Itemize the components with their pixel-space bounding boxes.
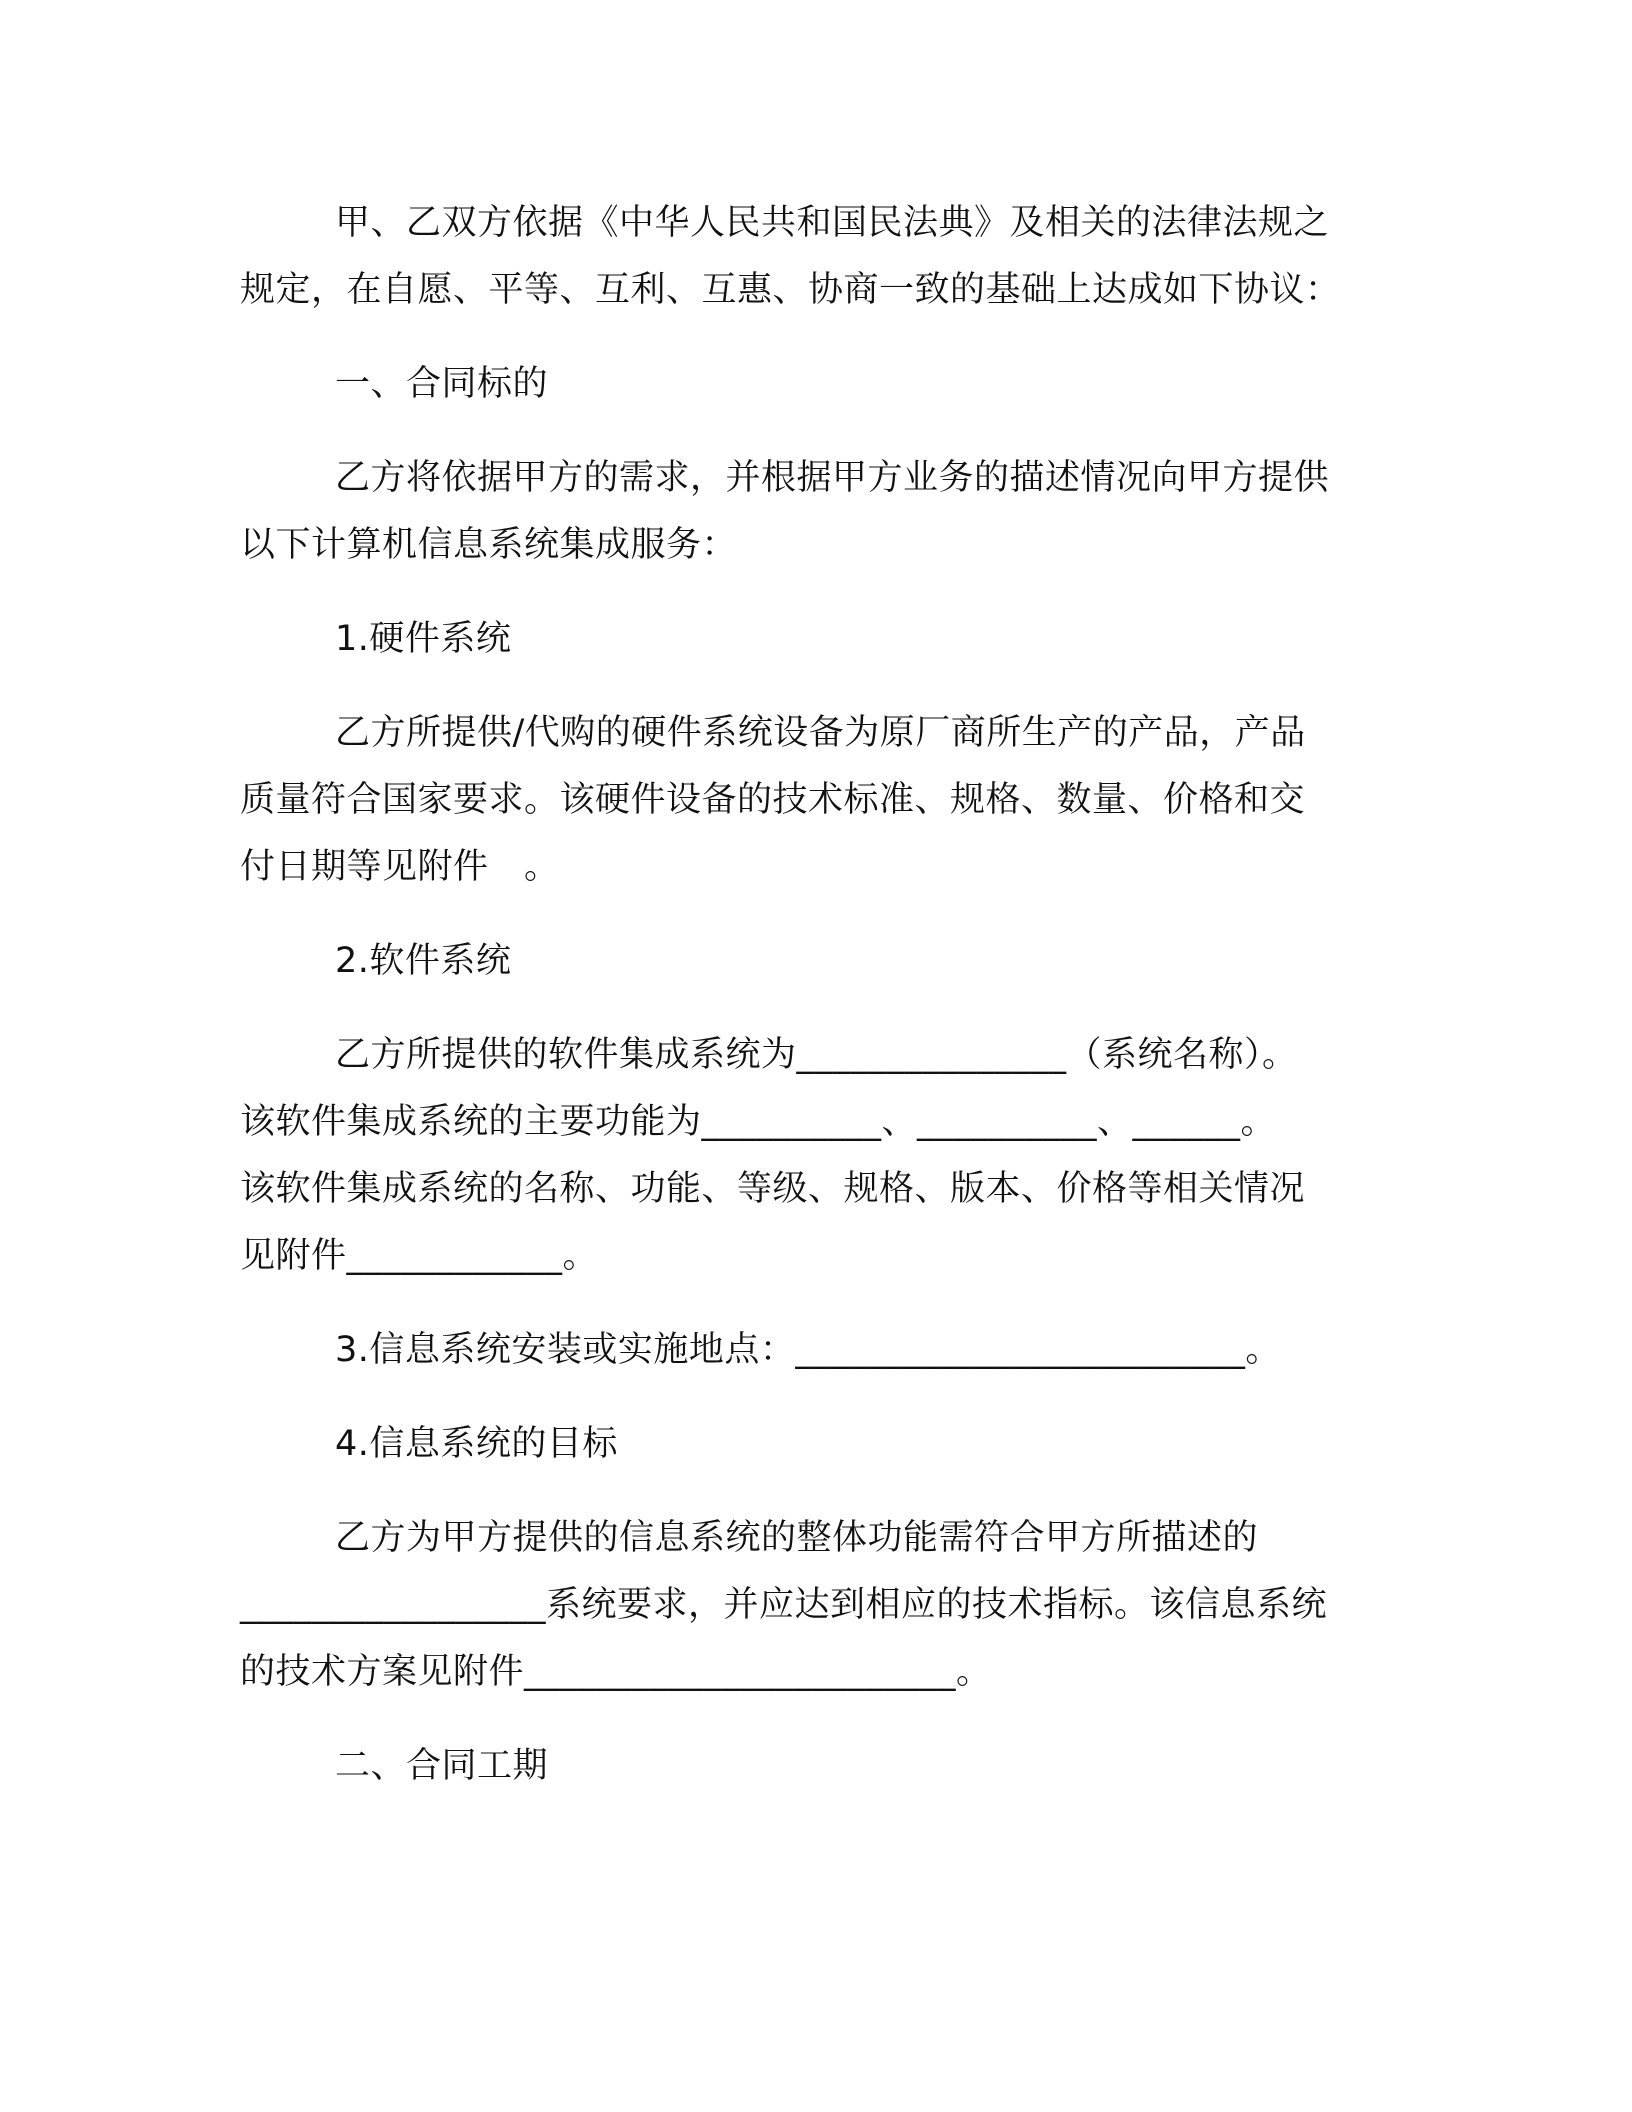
item2-line-1: 乙方所提供的软件集成系统为_______________（系统名称）。 <box>335 1035 1298 1075</box>
item-1-paragraph <box>240 700 1390 901</box>
intro-line-1: 甲、乙双方依据《中华人民共和国民法典》及相关的法律法规之 <box>335 203 1330 243</box>
intro-line-2: 规定，在自愿、平等、互利、互惠、协商一致的基础上达成如下协议： <box>240 270 1341 310</box>
item1-line-1: 乙方所提供/代购的硬件系统设备为原厂商所生产的产品，产品 <box>335 713 1306 753</box>
item4-line-3: 的技术方案见附件________________________。 <box>240 1652 992 1692</box>
item-2-paragraph <box>240 1022 1390 1290</box>
s1-line-1: 乙方将依据甲方的需求，并根据甲方业务的描述情况向甲方提供 <box>335 458 1330 498</box>
item2-line-4: 见附件____________。 <box>240 1236 599 1276</box>
item1-line-3: 付日期等见附件 。 <box>240 847 560 887</box>
item-2-heading: 2.软件系统 <box>335 941 512 981</box>
item-1-heading: 1.硬件系统 <box>335 619 512 659</box>
intro-paragraph <box>240 190 1390 324</box>
item-4-heading: 4.信息系统的目标 <box>335 1424 618 1464</box>
item1-line-2: 质量符合国家要求。该硬件设备的技术标准、规格、数量、价格和交 <box>240 780 1306 820</box>
item2-line-3: 该软件集成系统的名称、功能、等级、规格、版本、价格等相关情况 <box>240 1169 1306 1209</box>
item2-line-2: 该软件集成系统的主要功能为__________、__________、______。 <box>240 1102 1277 1142</box>
item4-line-2: _________________系统要求，并应达到相应的技术指标。该信息系统 <box>240 1585 1328 1625</box>
s1-line-2: 以下计算机信息系统集成服务： <box>240 525 738 565</box>
section-2-heading: 二、合同工期 <box>335 1746 549 1786</box>
item4-line-1: 乙方为甲方提供的信息系统的整体功能需符合甲方所描述的 <box>335 1518 1259 1558</box>
section-1-heading: 一、合同标的 <box>335 364 549 404</box>
section-1-paragraph <box>240 445 1390 579</box>
item-3-text: 3.信息系统安装或实施地点：_________________________。 <box>335 1330 1281 1370</box>
item-4-paragraph <box>240 1505 1390 1706</box>
document-body <box>240 190 1390 1827</box>
